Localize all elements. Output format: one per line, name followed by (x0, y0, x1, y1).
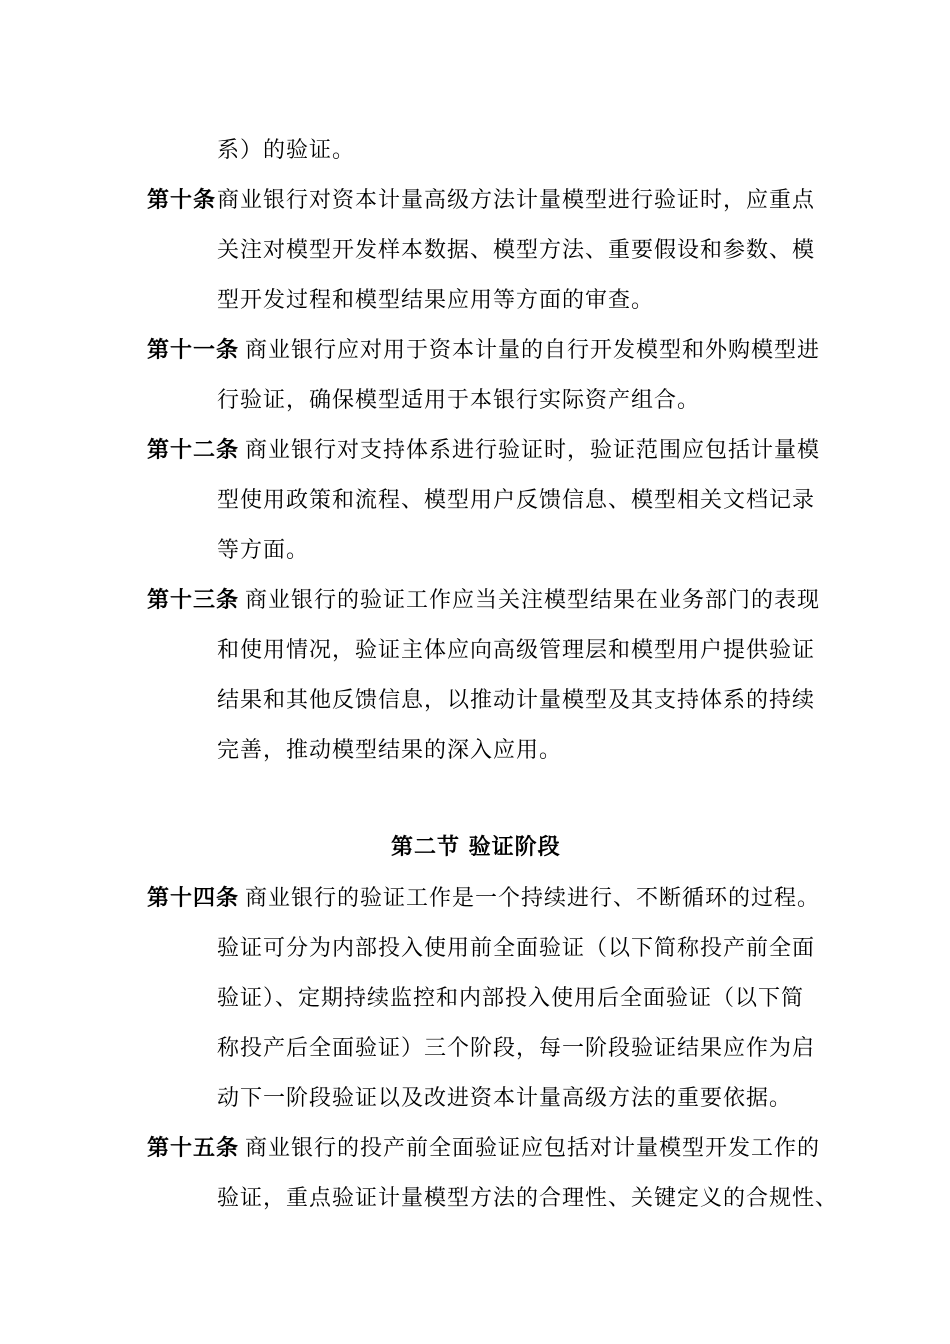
article-title: 第十一条 (147, 338, 240, 363)
article-title: 第十四条 (147, 886, 240, 911)
paragraph-line: 动下一阶段验证以及改进资本计量高级方法的重要依据。 (217, 1086, 793, 1111)
paragraph-line: 验证）、定期持续监控和内部投入使用后全面验证（以下简 (217, 986, 805, 1011)
paragraph-line: 行验证，确保模型适用于本银行实际资产组合。 (217, 388, 701, 413)
section-heading: 第二节 验证阶段 (391, 835, 561, 860)
paragraph-line: 商业银行的验证工作是一个持续进行、不断循环的过程。 (245, 886, 821, 911)
paragraph-line: 称投产后全面验证）三个阶段，每一阶段验证结果应作为启 (217, 1036, 816, 1061)
paragraph-line: 和使用情况，验证主体应向高级管理层和模型用户提供验证 (217, 638, 816, 663)
paragraph-line: 系）的验证。 (217, 138, 356, 163)
paragraph-line: 验证可分为内部投入使用前全面验证（以下简称投产前全面 (217, 936, 816, 961)
paragraph-line: 商业银行的投产前全面验证应包括对计量模型开发工作的 (245, 1136, 821, 1161)
paragraph-line: 商业银行应对用于资本计量的自行开发模型和外购模型进 (245, 338, 821, 363)
paragraph-line: 商业银行对支持体系进行验证时，验证范围应包括计量模 (245, 438, 821, 463)
paragraph-line: 关注对模型开发样本数据、模型方法、重要假设和参数、模 (217, 238, 816, 263)
paragraph-line: 商业银行对资本计量高级方法计量模型进行验证时，应重点 (217, 188, 816, 213)
article-title: 第十五条 (147, 1136, 240, 1161)
article-title: 第十二条 (147, 438, 240, 463)
paragraph-line: 完善，推动模型结果的深入应用。 (217, 738, 563, 763)
paragraph-line: 验证，重点验证计量模型方法的合理性、关键定义的合规性、 (217, 1186, 839, 1211)
article-title: 第十三条 (147, 588, 240, 613)
paragraph-line: 结果和其他反馈信息，以推动计量模型及其支持体系的持续 (217, 688, 816, 713)
article-title: 第十条 (147, 188, 217, 213)
paragraph-line: 型使用政策和流程、模型用户反馈信息、模型相关文档记录 (217, 488, 816, 513)
paragraph-line: 商业银行的验证工作应当关注模型结果在业务部门的表现 (245, 588, 821, 613)
paragraph-line: 型开发过程和模型结果应用等方面的审查。 (217, 288, 655, 313)
paragraph-line: 等方面。 (217, 538, 310, 563)
